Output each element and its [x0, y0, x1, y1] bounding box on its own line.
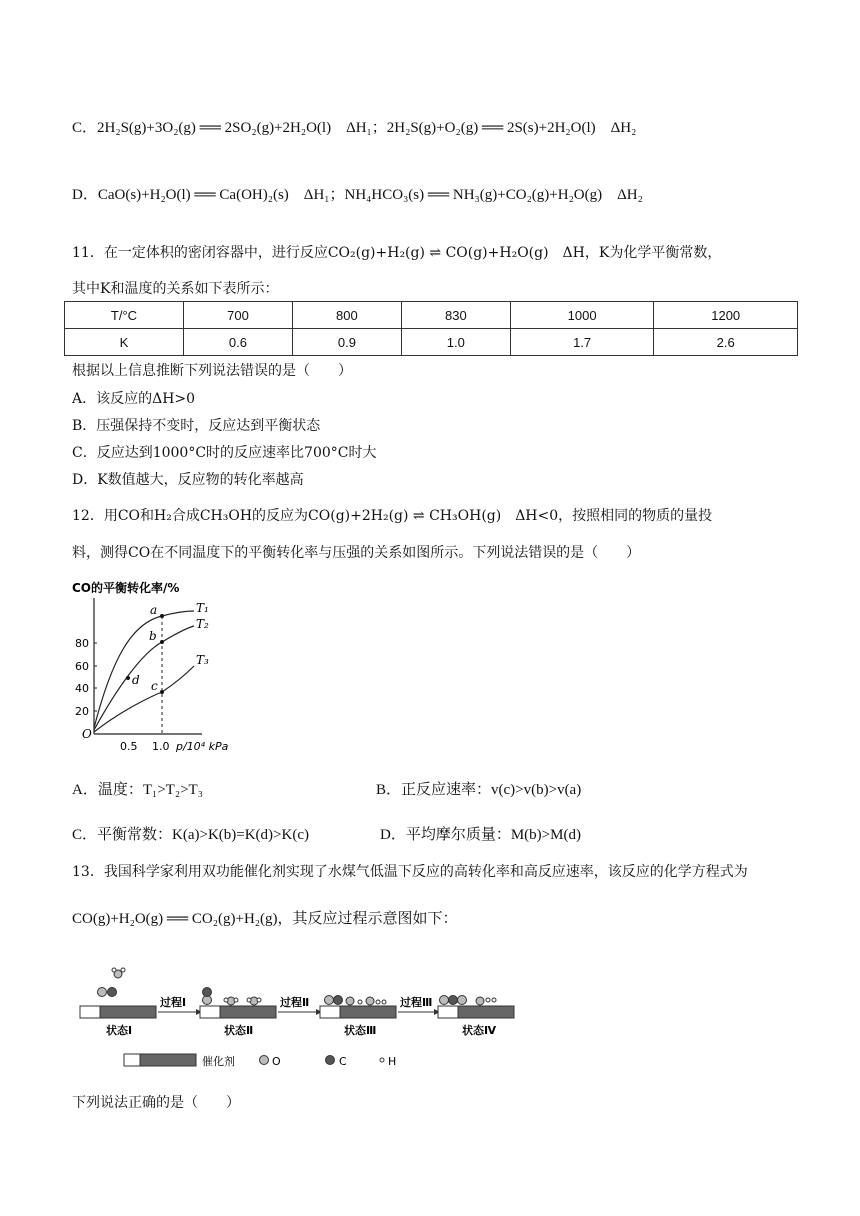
- k-temperature-table: [64, 301, 798, 356]
- q12-option-c: C．平衡常数：K(a)>K(b)=K(d)>K(c): [72, 827, 309, 843]
- q12-stem-line2: 料，测得CO在不同温度下的平衡转化率与压强的关系如图所示。下列说法错误的是（ ）: [72, 545, 641, 561]
- table-cell: 1.7: [510, 329, 654, 356]
- q12-option-d: D．平均摩尔质量：M(b)>M(d): [380, 827, 581, 843]
- point-label-c: c: [151, 679, 158, 693]
- table-row: [65, 302, 798, 329]
- legend-catalyst-swatch: [124, 1054, 140, 1066]
- point-label-a: a: [150, 603, 158, 617]
- table-cell: 800: [292, 302, 401, 329]
- table-header-k: K: [65, 329, 184, 356]
- legend-c-label: C: [339, 1055, 347, 1068]
- table-header-t: T/°C: [65, 302, 184, 329]
- point-a: [160, 614, 164, 618]
- q11-option-d: D．K数值越大，反应物的转化率越高: [72, 472, 304, 488]
- curve-t3: [94, 666, 194, 732]
- ytick-label: 40: [75, 682, 89, 695]
- table-cell: 2.6: [654, 329, 798, 356]
- state-label: 状态Ⅲ: [344, 1024, 377, 1037]
- legend-h-label: H: [388, 1055, 397, 1068]
- xtick-label: 1.0: [152, 740, 170, 753]
- table-cell: 1200: [654, 302, 798, 329]
- state-label: 状态Ⅳ: [462, 1024, 497, 1037]
- table-cell: 1.0: [401, 329, 510, 356]
- catalyst-white: [80, 1006, 100, 1018]
- table-cell: 1000: [510, 302, 654, 329]
- q11-question: 根据以上信息推断下列说法错误的是（ ）: [72, 363, 352, 379]
- ytick-label: 80: [75, 637, 89, 650]
- q11-option-b: B．压强保持不变时，反应达到平衡状态: [72, 418, 321, 434]
- legend-o-label: O: [272, 1055, 281, 1068]
- ytick-label: 60: [75, 660, 89, 673]
- table-cell: 700: [184, 302, 293, 329]
- legend-h-swatch: [380, 1058, 384, 1062]
- table-cell: 0.6: [184, 329, 293, 356]
- q11-stem-line2: 其中K和温度的关系如下表所示：: [72, 281, 279, 297]
- q11-stem-line1: 11．在一定体积的密闭容器中，进行反应CO₂(g)+H₂(g) ⇌ CO(g)+H₂O(g) ΔH，K为化学平衡常数，: [72, 245, 722, 261]
- catalyst-gray: [100, 1006, 156, 1018]
- q13-stem-line2: CO(g)+H₂O(g) ══ CO₂(g)+H₂(g)，其反应过程示意图如下：: [72, 911, 458, 927]
- point-d: [126, 676, 130, 680]
- q11-option-c: C．反应达到1000°C时的反应速率比700°C时大: [72, 445, 377, 461]
- q11-option-a: A．该反应的ΔH>0: [72, 391, 196, 407]
- legend-c-swatch: [326, 1056, 335, 1065]
- process-label: 过程Ⅲ: [400, 996, 433, 1009]
- chart-xlabel: p/10⁴ kPa: [176, 740, 229, 753]
- curve-label-t2: T₂: [196, 617, 209, 631]
- state-label: 状态Ⅱ: [224, 1024, 254, 1037]
- q13-question: 下列说法正确的是（ ）: [72, 1095, 240, 1111]
- q10-option-d: D．CaO(s)+H₂O(l) ══ Ca(OH)₂(s) ΔH₁；NH₄HCO₃(s) ══ NH₃(g)+CO₂(g)+H₂O(g) ΔH₂: [72, 187, 643, 203]
- process-label: 过程Ⅱ: [280, 996, 310, 1009]
- ytick-label: 20: [75, 705, 89, 718]
- co-conversion-chart: [72, 578, 252, 756]
- state-label: 状态Ⅰ: [106, 1024, 133, 1037]
- q10-option-c: C．2H₂S(g)+3O₂(g) ══ 2SO₂(g)+2H₂O(l) ΔH₁；2H₂S(g)+O₂(g) ══ 2S(s)+2H₂O(l) ΔH₂: [72, 120, 637, 136]
- chart-ylabel: CO的平衡转化率/%: [72, 581, 180, 595]
- reaction-process-diagram: [78, 962, 518, 1072]
- curve-t1: [94, 611, 194, 728]
- table-row: [65, 329, 798, 356]
- point-label-b: b: [149, 629, 157, 643]
- process-label: 过程Ⅰ: [160, 996, 187, 1009]
- xtick-label: 0.5: [120, 740, 138, 753]
- legend-catalyst-label: 催化剂: [202, 1055, 235, 1068]
- point-b: [160, 640, 164, 644]
- point-c: [160, 690, 164, 694]
- q13-stem-line1: 13．我国科学家利用双功能催化剂实现了水煤气低温下反应的高转化率和高反应速率，该反应的化学方程式为: [72, 864, 748, 880]
- curve-label-t1: T₁: [196, 601, 209, 615]
- table-cell: 0.9: [292, 329, 401, 356]
- q12-stem-line1: 12．用CO和H₂合成CH₃OH的反应为CO(g)+2H₂(g) ⇌ CH₃OH(g) ΔH<0，按照相同的物质的量投: [72, 508, 713, 524]
- point-label-d: d: [132, 673, 140, 687]
- q12-option-a: A．温度：T₁>T₂>T₃: [72, 782, 203, 798]
- legend-o-swatch: [260, 1056, 269, 1065]
- table-cell: 830: [401, 302, 510, 329]
- q12-option-b: B．正反应速率：v(c)>v(b)>v(a): [376, 782, 582, 798]
- chart-origin: O: [82, 727, 92, 741]
- curve-label-t3: T₃: [196, 653, 209, 667]
